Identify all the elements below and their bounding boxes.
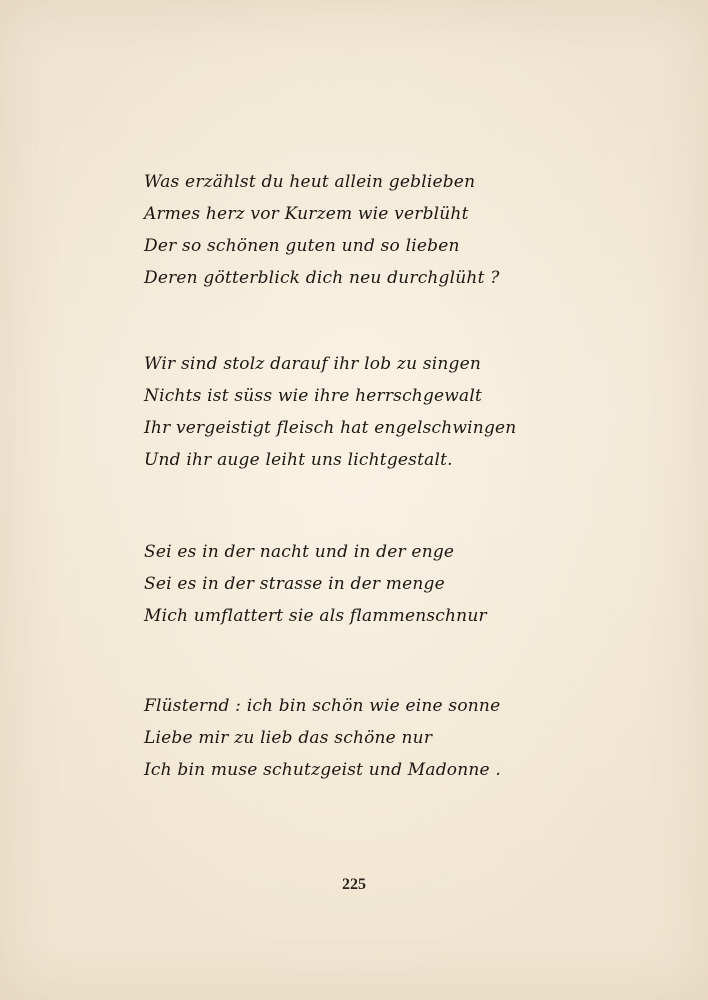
poem-line: Ich bin muse schutzgeist und Madonne . bbox=[144, 760, 501, 780]
poem-line: Armes herz vor Kurzem wie verblüht bbox=[144, 204, 469, 224]
poem-line: Ihr vergeistigt fleisch hat engelschwingen bbox=[144, 418, 517, 438]
poem-line: Und ihr auge leiht uns lichtgestalt. bbox=[144, 450, 453, 470]
poem-line: Sei es in der strasse in der menge bbox=[144, 574, 445, 594]
poem-line: Mich umflattert sie als flammenschnur bbox=[144, 606, 487, 626]
poem-line: Sei es in der nacht und in der enge bbox=[144, 542, 455, 562]
poem-line: Flüsternd : ich bin schön wie eine sonne bbox=[144, 696, 501, 716]
page-number: 225 bbox=[342, 876, 366, 893]
poem-line: Liebe mir zu lieb das schöne nur bbox=[144, 728, 433, 748]
poem-line: Deren götterblick dich neu durchglüht ? bbox=[144, 268, 500, 288]
poem-line: Der so schönen guten und so lieben bbox=[144, 236, 460, 256]
poem-line: Nichts ist süss wie ihre herrschgewalt bbox=[144, 386, 483, 406]
stanza-1 bbox=[144, 166, 564, 294]
poem-line: Wir sind stolz darauf ihr lob zu singen bbox=[144, 354, 482, 374]
poem-line: Was erzählst du heut allein geblieben bbox=[144, 172, 476, 192]
stanza-4 bbox=[144, 690, 564, 786]
stanza-2 bbox=[144, 348, 564, 476]
stanza-3 bbox=[144, 536, 564, 632]
